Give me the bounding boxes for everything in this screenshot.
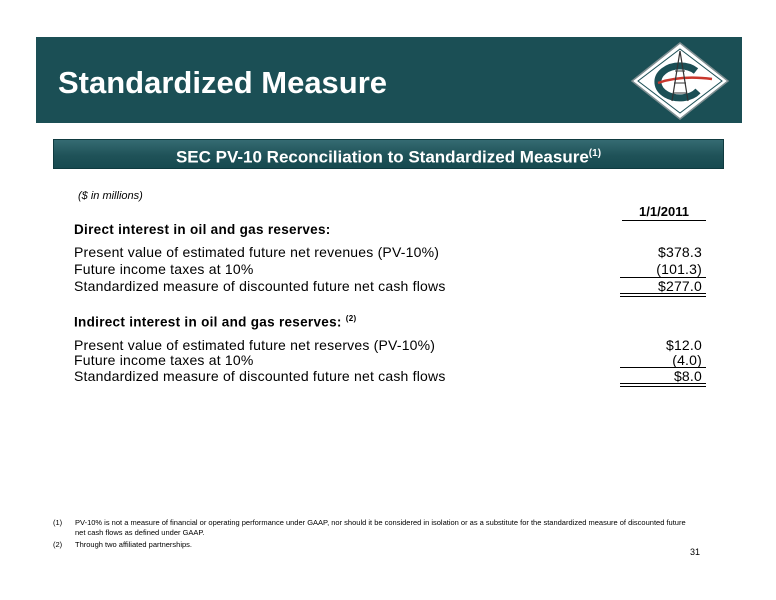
row-value: $378.3: [657, 244, 702, 260]
row-label: Standardized measure of discounted future net cash flows: [74, 278, 446, 294]
row-value: (4.0): [672, 352, 702, 368]
title-bar: [36, 37, 742, 123]
subtitle-footnote-ref: (1): [588, 148, 602, 159]
table-row: [74, 261, 706, 279]
row-label: Future income taxes at 10%: [74, 261, 254, 277]
units-note: ($ in millions): [78, 190, 143, 202]
row-value: (101.3): [656, 261, 702, 277]
total-double-rule: [620, 383, 706, 387]
indirect-footnote-ref: (2): [345, 314, 357, 323]
row-label: Standardized measure of discounted future net cash flows: [74, 368, 446, 384]
total-double-rule: [620, 293, 706, 297]
row-label: Future income taxes at 10%: [74, 352, 254, 368]
footnote-number: (1): [53, 518, 63, 527]
column-header-date: 1/1/2011: [622, 204, 706, 221]
subtitle-banner: [53, 139, 724, 169]
table-row: [74, 278, 706, 296]
page-title: Standardized Measure: [58, 65, 388, 100]
row-label: Present value of estimated future net reserves (PV-10%): [74, 337, 436, 353]
company-logo-icon: [628, 41, 732, 121]
page-number: 31: [690, 547, 701, 557]
table-row: [74, 368, 706, 386]
footnote-text: PV-10% is not a measure of financial or operating performance under GAAP, nor should it be considered in isolation or as a substitute for the standardized measure of discounted future net cash flows as defined under GAAP.: [75, 518, 686, 537]
footnote-text: Through two affiliated partnerships.: [75, 540, 193, 549]
row-label: Present value of estimated future net revenues (PV-10%): [74, 244, 440, 260]
footnote-number: (2): [53, 540, 63, 549]
row-value: $8.0: [673, 368, 702, 384]
indirect-interest-heading: [74, 314, 356, 330]
subtitle-text: SEC PV-10 Reconciliation to Standardized Measure: [175, 147, 589, 167]
indirect-heading-text: Indirect interest in oil and gas reserves:: [74, 314, 342, 330]
row-value: $277.0: [657, 278, 702, 294]
table-row: [74, 244, 706, 262]
row-value: $12.0: [665, 337, 702, 353]
direct-interest-heading: Direct interest in oil and gas reserves:: [74, 222, 331, 237]
